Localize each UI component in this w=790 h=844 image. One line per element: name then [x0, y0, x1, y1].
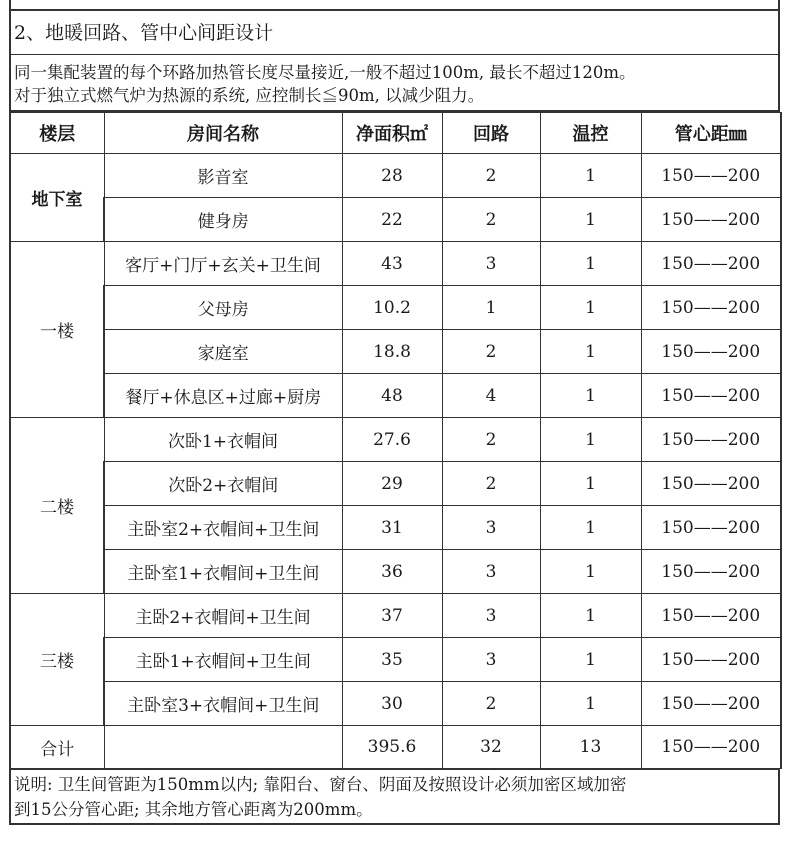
floor-cell: 地下室 [10, 154, 104, 242]
header-room-name: 房间名称 [104, 113, 342, 154]
loops-cell: 2 [442, 462, 540, 506]
table-row [10, 330, 781, 374]
intro-line: 对于独立式燃气炉为热源的系统, 应控制长≦90m, 以减少阻力。 [14, 86, 485, 105]
thermostat-cell: 1 [540, 594, 641, 638]
loops-cell: 3 [442, 242, 540, 286]
thermostat-cell: 1 [540, 330, 641, 374]
pipe-spacing-cell: 150——200 [641, 374, 781, 418]
loops-cell: 4 [442, 374, 540, 418]
section-title: 2、地暖回路、管中心间距设计 [9, 11, 780, 55]
total-label-cell: 合计 [10, 726, 104, 769]
table-row [10, 198, 781, 242]
thermostat-cell: 1 [540, 550, 641, 594]
pipe-spacing-cell: 150——200 [641, 594, 781, 638]
room-name-cell: 客厅+门厅+玄关+卫生间 [104, 242, 342, 286]
net-area-cell: 30 [342, 682, 442, 726]
net-area-cell: 43 [342, 242, 442, 286]
heating-loop-table [9, 112, 782, 769]
room-name-cell: 主卧2+衣帽间+卫生间 [104, 594, 342, 638]
room-name-cell: 次卧2+衣帽间 [104, 462, 342, 506]
loops-cell: 3 [442, 594, 540, 638]
net-area-cell: 29 [342, 462, 442, 506]
net-area-cell: 31 [342, 506, 442, 550]
thermostat-cell: 1 [540, 286, 641, 330]
table-row [10, 286, 781, 330]
pipe-spacing-cell: 150——200 [641, 330, 781, 374]
note-text [9, 769, 780, 825]
header-net-area: 净面积㎡ [342, 113, 442, 154]
table-row [10, 462, 781, 506]
thermostat-cell: 1 [540, 506, 641, 550]
note-line: 到15公分管心距; 其余地方管心距离为200mm。 [14, 800, 373, 819]
total-spacing-cell: 150——200 [641, 726, 781, 769]
net-area-cell: 10.2 [342, 286, 442, 330]
pipe-spacing-cell: 150——200 [641, 462, 781, 506]
loops-cell: 3 [442, 638, 540, 682]
total-row [10, 726, 781, 769]
room-name-cell: 主卧室1+衣帽间+卫生间 [104, 550, 342, 594]
header-thermostat: 温控 [540, 113, 641, 154]
room-name-cell: 父母房 [104, 286, 342, 330]
net-area-cell: 18.8 [342, 330, 442, 374]
loops-cell: 1 [442, 286, 540, 330]
thermostat-cell: 1 [540, 374, 641, 418]
net-area-cell: 48 [342, 374, 442, 418]
floor-cell: 二楼 [10, 418, 104, 594]
thermostat-cell: 1 [540, 242, 641, 286]
net-area-cell: 27.6 [342, 418, 442, 462]
total-area-cell: 395.6 [342, 726, 442, 769]
thermostat-cell: 1 [540, 154, 641, 198]
pipe-spacing-cell: 150——200 [641, 154, 781, 198]
table-row [10, 594, 781, 638]
room-name-cell: 主卧1+衣帽间+卫生间 [104, 638, 342, 682]
header-pipe-spacing: 管心距㎜ [641, 113, 781, 154]
loops-cell: 2 [442, 330, 540, 374]
pipe-spacing-cell: 150——200 [641, 550, 781, 594]
loops-cell: 2 [442, 418, 540, 462]
header-loops: 回路 [442, 113, 540, 154]
loops-cell: 2 [442, 682, 540, 726]
thermostat-cell: 1 [540, 462, 641, 506]
table-header-row [10, 113, 781, 154]
total-thermostat-cell: 13 [540, 726, 641, 769]
table-row [10, 418, 781, 462]
total-loops-cell: 32 [442, 726, 540, 769]
pipe-spacing-cell: 150——200 [641, 286, 781, 330]
net-area-cell: 28 [342, 154, 442, 198]
table-row [10, 682, 781, 726]
table-row [10, 374, 781, 418]
pipe-spacing-cell: 150——200 [641, 198, 781, 242]
table-row [10, 506, 781, 550]
net-area-cell: 22 [342, 198, 442, 242]
pipe-spacing-cell: 150——200 [641, 682, 781, 726]
intro-text [9, 55, 780, 112]
pipe-spacing-cell: 150——200 [641, 418, 781, 462]
room-name-cell: 餐厅+休息区+过廊+厨房 [104, 374, 342, 418]
floor-cell: 一楼 [10, 242, 104, 418]
table-row [10, 550, 781, 594]
loops-cell: 2 [442, 154, 540, 198]
note-line: 说明: 卫生间管距为150mm以内; 靠阳台、窗台、阴面及按照设计必须加密区域加密 [14, 775, 627, 794]
total-room-cell [104, 726, 342, 769]
table-row [10, 638, 781, 682]
table-row [10, 242, 781, 286]
net-area-cell: 36 [342, 550, 442, 594]
net-area-cell: 37 [342, 594, 442, 638]
pipe-spacing-cell: 150——200 [641, 242, 781, 286]
room-name-cell: 家庭室 [104, 330, 342, 374]
room-name-cell: 主卧室3+衣帽间+卫生间 [104, 682, 342, 726]
thermostat-cell: 1 [540, 682, 641, 726]
thermostat-cell: 1 [540, 638, 641, 682]
intro-line: 同一集配装置的每个环路加热管长度尽量接近,一般不超过100m, 最长不超过120m。 [14, 63, 636, 82]
document-sheet [9, 0, 780, 822]
loops-cell: 3 [442, 550, 540, 594]
room-name-cell: 次卧1+衣帽间 [104, 418, 342, 462]
room-name-cell: 主卧室2+衣帽间+卫生间 [104, 506, 342, 550]
pipe-spacing-cell: 150——200 [641, 506, 781, 550]
pipe-spacing-cell: 150——200 [641, 638, 781, 682]
header-floor: 楼层 [10, 113, 104, 154]
thermostat-cell: 1 [540, 418, 641, 462]
room-name-cell: 健身房 [104, 198, 342, 242]
floor-cell: 三楼 [10, 594, 104, 726]
net-area-cell: 35 [342, 638, 442, 682]
table-row [10, 154, 781, 198]
loops-cell: 3 [442, 506, 540, 550]
thermostat-cell: 1 [540, 198, 641, 242]
loops-cell: 2 [442, 198, 540, 242]
top-border-strip [9, 0, 780, 11]
room-name-cell: 影音室 [104, 154, 342, 198]
